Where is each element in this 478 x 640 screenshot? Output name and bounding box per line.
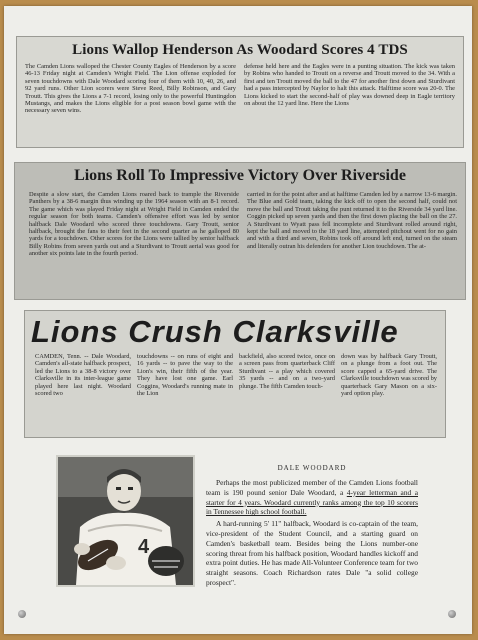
pushpin-icon: [448, 610, 456, 618]
bio-paragraph: A hard-running 5' 11" halfback, Woodard is co-captain of the team, vice-president of the Student Council, and a starting guard on Camden's basketball team. Besides being the Lions number-one scoring threat from his halfback position, Woodard handles kickoff and extra point duties. He has made All-Volunteer Conference team for two straight seasons. Coach Richardson rates Dale "a solid college prospect".: [206, 519, 418, 587]
underlined-text: 4-year letterman and a starter for 4 years. Woodard currently ranks among the top 10 scorers in Tennessee high school football.: [206, 487, 418, 517]
article-text: backfield, also scored twice, once on a screen pass from quarterback Cliff Sturdivant -- a play which covered 35 yards -- and on a two-yard plunge. The fifth Camden touch-: [239, 353, 335, 390]
bio-paragraph: [206, 478, 418, 517]
bio-text: Perhaps the most publicized member of the Camden Lions football team is 190 pound senior Dale Woodard, a: [206, 478, 418, 497]
bio-block: [206, 464, 418, 614]
headline-riverside: Lions Roll To Impressive Victory Over Riverside: [74, 167, 406, 184]
clipping-clarksville: [24, 310, 446, 438]
article-text: touchdowns -- on runs of eight and 16 yards -- to pave the way to the Lion's win, their fifth of the year. They have lost one game. Earl Coggins, Woodard's running mate in the Lion: [137, 353, 233, 398]
bio-heading: DALE WOODARD: [277, 464, 347, 472]
article-text: Despite a slow start, the Camden Lions roared back to trample the Riverside Panthers by a 38-6 margin thus winding up the 1964 season with an 8-1 record. The game which was played Friday night at Wright Field in Camden ended the regular season for both teams. Camden's offensive effort was led by senior halfback Dale Woodard who scored three touchdowns. Gary Troutt, senior halfback, brought the fans to their feet in the second quarter as he galloped 80 yards for a touchdown. Other scores for the Lions were tallied by senior halfback Billy Robins from seven yards out and a Sturdivant to Troutt aerial was good for another six points late in the fourth period.: [29, 191, 239, 258]
clipping-riverside: [14, 162, 466, 300]
pushpin-icon: [18, 610, 26, 618]
player-photo: [56, 455, 195, 587]
headline-henderson: Lions Wallop Henderson As Woodard Scores 4 TDS: [72, 42, 408, 58]
football-player-image: [58, 457, 193, 585]
article-text: defense held here and the Eagles were in a punting situation. The kick was taken by Robins who handed to Troutt on a reverse and Troutt moved to the 34. With a first and ten Troutt moved the ball to the 47 for another first down and Sturdivant had a pass intercepted by Naylor to halt this attack. Halftime score was 20-0. The Lions kicked to start the second-half of play was downed deep in Eagle territory on about the 12 yard line. Here the Lions: [244, 63, 455, 108]
article-text: CAMDEN, Tenn. -- Dale Woodard, Camden's all-state halfback prospect, led the Lions to a 38-8 victory over Clarksville in its inter-league game played here last night. Woodard scored two: [35, 353, 131, 398]
jersey-number: 4: [138, 536, 150, 558]
article-text: down was by halfback Gary Troutt, on a plunge from a foot out. The score capped a 65-yard drive. The Clarksville touchdown was scored by quarterback Gary Mason on a six-yard option play.: [341, 353, 437, 398]
article-text: The Camden Lions walloped the Chester County Eagles of Henderson by a score 46-13 Friday night at Camden's Wright Field. The Lion offense exploded for seven touchdowns with Dale Woodard scoring four of them with 10, 40, 26, and 92 yard runs. Other Lion scorers were Steve Reed, Billy Robinson, and Gary Troutt. This gives the Lions a 7-1 record, losing only to the powerful Huntingdon Mustangs, and makes the Lions eligible for a post season bowl game with the necessary seven wins.: [25, 63, 236, 115]
clipping-henderson: [16, 36, 464, 148]
article-text: carried in for the point after and at halftime Camden led by a narrow 13-6 margin. The Blue and Gold team, taking the kick off to open the second half, could not move the ball and Troutt taking the punt returned it to the Riverside 34 yard line. Coggin picked up seven yards and then the first down placing the ball on the 27. A Sturdivant to Wyatt pass fell incomplete and Sturdivant rolled around right, kept the ball and moved to the 18 yard line, attempted pitchout went for no gain and with a third and seven, Robins took off around left end, turned on the steam and literally outran his defenders for another Lion touchdown. The at-: [247, 191, 457, 250]
headline-clarksville: Lions Crush Clarksville: [31, 314, 399, 349]
